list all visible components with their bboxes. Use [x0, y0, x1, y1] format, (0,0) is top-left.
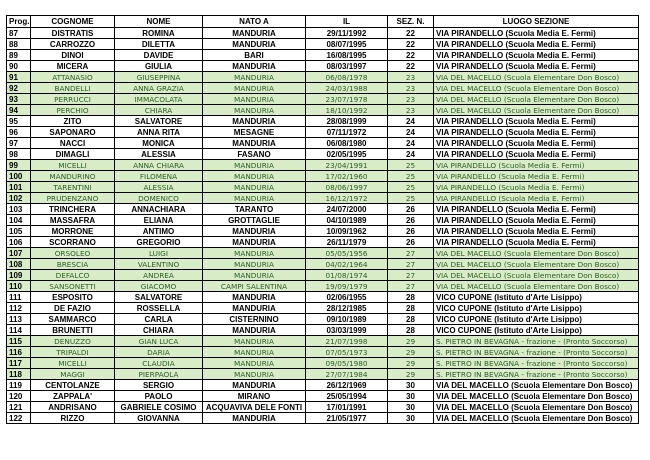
cell-nome: GIAN LUCA	[115, 336, 203, 347]
cell-nome: CARLA	[115, 314, 203, 325]
cell-cognome: DEFALCO	[31, 270, 115, 281]
cell-prog: 96	[7, 127, 31, 138]
cell-nome: VALENTINO	[115, 259, 203, 270]
cell-cognome: MAGGI	[31, 369, 115, 380]
cell-il: 09/10/1989	[306, 314, 388, 325]
cell-il: 08/03/1997	[306, 61, 388, 72]
cell-cognome: SCORRANO	[31, 237, 115, 248]
cell-nato-a: MANDURIA	[203, 380, 306, 391]
cell-cognome: SAPONARO	[31, 127, 115, 138]
cell-prog: 117	[7, 358, 31, 369]
cell-il: 23/04/1991	[306, 160, 388, 171]
cell-nome: ANDREA	[115, 270, 203, 281]
cell-nome: DOMENICO	[115, 193, 203, 204]
cell-il: 02/06/1955	[306, 292, 388, 303]
cell-nato-a: MANDURIA	[203, 39, 306, 50]
cell-luogo-sezione: VIA PIRANDELLO (Scuola Media E. Fermi)	[434, 226, 639, 237]
cell-il: 17/02/1960	[306, 171, 388, 182]
cell-sez: 29	[388, 347, 434, 358]
scrutatori-table	[6, 15, 639, 424]
cell-sez: 24	[388, 138, 434, 149]
cell-prog: 106	[7, 237, 31, 248]
cell-nome: DAVIDE	[115, 50, 203, 61]
cell-luogo-sezione: VICO CUPONE (Istituto d'Arte Lisippo)	[434, 314, 639, 325]
table-row	[7, 94, 639, 105]
cell-luogo-sezione: VIA PIRANDELLO (Scuola Media E. Fermi)	[434, 39, 639, 50]
header-nato-a: NATO A	[203, 16, 306, 28]
cell-nato-a: MANDURIA	[203, 413, 306, 424]
cell-nome: ANNACHIARA	[115, 204, 203, 215]
cell-prog: 101	[7, 182, 31, 193]
cell-luogo-sezione: VICO CUPONE (Istituto d'Arte Lisippo)	[434, 292, 639, 303]
cell-prog: 89	[7, 50, 31, 61]
cell-il: 19/09/1979	[306, 281, 388, 292]
cell-prog: 114	[7, 325, 31, 336]
cell-nome: PIERPAOLA	[115, 369, 203, 380]
cell-il: 04/10/1989	[306, 215, 388, 226]
cell-prog: 102	[7, 193, 31, 204]
cell-sez: 25	[388, 160, 434, 171]
cell-luogo-sezione: VICO CUPONE (Istituto d'Arte Lisippo)	[434, 303, 639, 314]
cell-luogo-sezione: VIA DEL MACELLO (Scuola Elementare Don Bosco)	[434, 391, 639, 402]
cell-nato-a: FASANO	[203, 149, 306, 160]
table-row	[7, 116, 639, 127]
cell-nome: PAOLO	[115, 391, 203, 402]
cell-il: 02/05/1995	[306, 149, 388, 160]
cell-il: 17/01/1991	[306, 402, 388, 413]
cell-cognome: DE FAZIO	[31, 303, 115, 314]
cell-sez: 29	[388, 358, 434, 369]
cell-sez: 22	[388, 61, 434, 72]
cell-sez: 26	[388, 204, 434, 215]
cell-nato-a: MANDURIA	[203, 303, 306, 314]
cell-sez: 27	[388, 270, 434, 281]
cell-cognome: ATTANASIO	[31, 72, 115, 83]
cell-cognome: MANDURINO	[31, 171, 115, 182]
table-row	[7, 50, 639, 61]
cell-prog: 111	[7, 292, 31, 303]
cell-cognome: BRUNETTI	[31, 325, 115, 336]
cell-cognome: TARENTINI	[31, 182, 115, 193]
cell-nato-a: MANDURIA	[203, 226, 306, 237]
cell-cognome: MORRONE	[31, 226, 115, 237]
table-row	[7, 182, 639, 193]
cell-nato-a: MANDURIA	[203, 336, 306, 347]
cell-sez: 28	[388, 292, 434, 303]
table-row	[7, 391, 639, 402]
table-body	[7, 28, 639, 424]
cell-nome: ANTIMO	[115, 226, 203, 237]
cell-nato-a: MANDURIA	[203, 72, 306, 83]
cell-luogo-sezione: VIA PIRANDELLO (Scuola Media E. Fermi)	[434, 116, 639, 127]
cell-prog: 103	[7, 204, 31, 215]
cell-sez: 23	[388, 94, 434, 105]
cell-sez: 24	[388, 127, 434, 138]
cell-luogo-sezione: S. PIETRO IN BEVAGNA - frazione - (Pronto Soccorso)	[434, 347, 639, 358]
cell-nome: IMMACOLATA	[115, 94, 203, 105]
cell-il: 26/11/1979	[306, 237, 388, 248]
cell-nato-a: TARANTO	[203, 204, 306, 215]
cell-luogo-sezione: VIA PIRANDELLO (Scuola Media E. Fermi)	[434, 138, 639, 149]
cell-prog: 97	[7, 138, 31, 149]
cell-il: 07/11/1972	[306, 127, 388, 138]
cell-sez: 29	[388, 336, 434, 347]
cell-prog: 120	[7, 391, 31, 402]
cell-prog: 119	[7, 380, 31, 391]
cell-il: 03/03/1999	[306, 325, 388, 336]
cell-nato-a: MANDURIA	[203, 182, 306, 193]
cell-nato-a: CAMPI SALENTINA	[203, 281, 306, 292]
cell-nato-a: ACQUAVIVA DELE FONTI	[203, 402, 306, 413]
cell-luogo-sezione: S. PIETRO IN BEVAGNA - frazione - (Pronto Soccorso)	[434, 358, 639, 369]
cell-nome: GIUSEPPINA	[115, 72, 203, 83]
cell-nato-a: MANDURIA	[203, 237, 306, 248]
table-row	[7, 336, 639, 347]
table-row	[7, 270, 639, 281]
cell-nato-a: MANDURIA	[203, 325, 306, 336]
table-row	[7, 303, 639, 314]
cell-prog: 95	[7, 116, 31, 127]
cell-cognome: DENUZZO	[31, 336, 115, 347]
table-row	[7, 314, 639, 325]
cell-luogo-sezione: VIA DEL MACELLO (Scuola Elementare Don Bosco)	[434, 248, 639, 259]
cell-cognome: TRINCHERA	[31, 204, 115, 215]
table-row	[7, 193, 639, 204]
header-nome: NOME	[115, 16, 203, 28]
header-prog: Prog.	[7, 16, 31, 28]
cell-nome: GIOVANNA	[115, 413, 203, 424]
cell-sez: 25	[388, 171, 434, 182]
cell-prog: 115	[7, 336, 31, 347]
cell-prog: 98	[7, 149, 31, 160]
cell-luogo-sezione: VIA PIRANDELLO (Scuola Media E. Fermi)	[434, 215, 639, 226]
cell-prog: 88	[7, 39, 31, 50]
cell-cognome: ZAPPALA'	[31, 391, 115, 402]
table-row	[7, 127, 639, 138]
table-row	[7, 325, 639, 336]
table-row	[7, 171, 639, 182]
cell-cognome: SAMMARCO	[31, 314, 115, 325]
table-row	[7, 237, 639, 248]
cell-sez: 30	[388, 402, 434, 413]
cell-il: 24/07/2000	[306, 204, 388, 215]
cell-sez: 22	[388, 39, 434, 50]
cell-il: 06/08/1978	[306, 72, 388, 83]
cell-luogo-sezione: VICO CUPONE (Istituto d'Arte Lisippo)	[434, 325, 639, 336]
header-row	[7, 16, 639, 28]
cell-prog: 122	[7, 413, 31, 424]
cell-il: 06/08/1980	[306, 138, 388, 149]
cell-nome: CHIARA	[115, 105, 203, 116]
cell-nato-a: MIRANO	[203, 391, 306, 402]
cell-luogo-sezione: VIA DEL MACELLO (Scuola Elementare Don Bosco)	[434, 281, 639, 292]
cell-nome: FILOMENA	[115, 171, 203, 182]
cell-prog: 93	[7, 94, 31, 105]
cell-nato-a: MESAGNE	[203, 127, 306, 138]
cell-nome: ROMINA	[115, 28, 203, 39]
cell-nome: MONICA	[115, 138, 203, 149]
cell-nato-a: MANDURIA	[203, 94, 306, 105]
cell-il: 26/12/1969	[306, 380, 388, 391]
cell-luogo-sezione: VIA PIRANDELLO (Scuola Media E. Fermi)	[434, 61, 639, 72]
cell-il: 27/07/1984	[306, 369, 388, 380]
table-row	[7, 380, 639, 391]
cell-il: 09/05/1980	[306, 358, 388, 369]
cell-luogo-sezione: VIA DEL MACELLO (Scuola Elementare Don Bosco)	[434, 83, 639, 94]
cell-sez: 26	[388, 226, 434, 237]
table-row	[7, 149, 639, 160]
cell-cognome: PERRUCCI	[31, 94, 115, 105]
cell-sez: 28	[388, 303, 434, 314]
cell-luogo-sezione: VIA DEL MACELLO (Scuola Elementare Don Bosco)	[434, 105, 639, 116]
table-row	[7, 292, 639, 303]
cell-il: 21/07/1998	[306, 336, 388, 347]
cell-luogo-sezione: VIA PIRANDELLO (Scuola Media E. Fermi)	[434, 171, 639, 182]
table-row	[7, 358, 639, 369]
header-sez: SEZ. N.	[388, 16, 434, 28]
cell-prog: 91	[7, 72, 31, 83]
header-cognome: COGNOME	[31, 16, 115, 28]
cell-luogo-sezione: VIA DEL MACELLO (Scuola Elementare Don Bosco)	[434, 94, 639, 105]
cell-prog: 113	[7, 314, 31, 325]
cell-nato-a: MANDURIA	[203, 358, 306, 369]
cell-il: 04/02/1964	[306, 259, 388, 270]
cell-il: 05/05/1956	[306, 248, 388, 259]
cell-sez: 23	[388, 72, 434, 83]
cell-prog: 109	[7, 270, 31, 281]
cell-il: 21/05/1977	[306, 413, 388, 424]
cell-prog: 94	[7, 105, 31, 116]
cell-nato-a: MANDURIA	[203, 248, 306, 259]
cell-nome: ALESSIA	[115, 149, 203, 160]
cell-nato-a: GROTTAGLIE	[203, 215, 306, 226]
cell-sez: 26	[388, 237, 434, 248]
cell-cognome: CENTOLANZE	[31, 380, 115, 391]
cell-prog: 90	[7, 61, 31, 72]
cell-sez: 27	[388, 248, 434, 259]
table-row	[7, 105, 639, 116]
cell-cognome: ANDRISANO	[31, 402, 115, 413]
cell-luogo-sezione: VIA DEL MACELLO (Scuola Elementare Don Bosco)	[434, 413, 639, 424]
cell-prog: 107	[7, 248, 31, 259]
cell-nome: LUIGI	[115, 248, 203, 259]
cell-cognome: RIZZO	[31, 413, 115, 424]
cell-luogo-sezione: VIA DEL MACELLO (Scuola Elementare Don Bosco)	[434, 270, 639, 281]
cell-nome: ANNA GRAZIA	[115, 83, 203, 94]
cell-prog: 108	[7, 259, 31, 270]
cell-prog: 118	[7, 369, 31, 380]
cell-sez: 23	[388, 105, 434, 116]
table-row	[7, 204, 639, 215]
cell-cognome: BRESCIA	[31, 259, 115, 270]
cell-nato-a: MANDURIA	[203, 116, 306, 127]
cell-cognome: ESPOSITO	[31, 292, 115, 303]
table-row	[7, 259, 639, 270]
cell-nome: DILETTA	[115, 39, 203, 50]
table-row	[7, 28, 639, 39]
cell-nato-a: MANDURIA	[203, 292, 306, 303]
cell-sez: 30	[388, 380, 434, 391]
cell-nato-a: MANDURIA	[203, 259, 306, 270]
cell-sez: 28	[388, 325, 434, 336]
cell-cognome: MICELLI	[31, 160, 115, 171]
cell-luogo-sezione: VIA DEL MACELLO (Scuola Elementare Don Bosco)	[434, 259, 639, 270]
cell-il: 10/09/1962	[306, 226, 388, 237]
cell-sez: 24	[388, 116, 434, 127]
table-row	[7, 369, 639, 380]
cell-prog: 112	[7, 303, 31, 314]
cell-il: 23/07/1978	[306, 94, 388, 105]
cell-nome: ANNA RITA	[115, 127, 203, 138]
cell-luogo-sezione: VIA PIRANDELLO (Scuola Media E. Fermi)	[434, 149, 639, 160]
table-row	[7, 83, 639, 94]
cell-sez: 23	[388, 83, 434, 94]
cell-nato-a: MANDURIA	[203, 171, 306, 182]
cell-il: 28/08/1999	[306, 116, 388, 127]
cell-nato-a: MANDURIA	[203, 347, 306, 358]
cell-sez: 22	[388, 50, 434, 61]
cell-nome: GIACOMO	[115, 281, 203, 292]
cell-sez: 28	[388, 314, 434, 325]
cell-nato-a: MANDURIA	[203, 369, 306, 380]
cell-luogo-sezione: VIA PIRANDELLO (Scuola Media E. Fermi)	[434, 182, 639, 193]
cell-sez: 22	[388, 28, 434, 39]
cell-prog: 105	[7, 226, 31, 237]
cell-cognome: PERCHIO	[31, 105, 115, 116]
cell-luogo-sezione: VIA DEL MACELLO (Scuola Elementare Don Bosco)	[434, 402, 639, 413]
cell-cognome: MICELLI	[31, 358, 115, 369]
cell-luogo-sezione: S. PIETRO IN BEVAGNA - frazione - (Pronto Soccorso)	[434, 369, 639, 380]
cell-cognome: ZITO	[31, 116, 115, 127]
cell-luogo-sezione: VIA PIRANDELLO (Scuola Media E. Fermi)	[434, 193, 639, 204]
cell-nato-a: MANDURIA	[203, 83, 306, 94]
cell-luogo-sezione: VIA PIRANDELLO (Scuola Media E. Fermi)	[434, 50, 639, 61]
cell-luogo-sezione: VIA DEL MACELLO (Scuola Elementare Don Bosco)	[434, 72, 639, 83]
cell-cognome: ORSOLEO	[31, 248, 115, 259]
cell-prog: 99	[7, 160, 31, 171]
cell-nome: SALVATORE	[115, 292, 203, 303]
cell-cognome: BANDELLI	[31, 83, 115, 94]
cell-nome: DARIA	[115, 347, 203, 358]
cell-sez: 30	[388, 413, 434, 424]
cell-prog: 110	[7, 281, 31, 292]
table-row	[7, 138, 639, 149]
cell-il: 16/12/1972	[306, 193, 388, 204]
table-row	[7, 215, 639, 226]
cell-nato-a: MANDURIA	[203, 160, 306, 171]
table-row	[7, 347, 639, 358]
cell-nome: GIULIA	[115, 61, 203, 72]
table-row	[7, 281, 639, 292]
cell-il: 08/07/1995	[306, 39, 388, 50]
cell-cognome: CARROZZO	[31, 39, 115, 50]
cell-nato-a: CISTERNINO	[203, 314, 306, 325]
cell-sez: 30	[388, 391, 434, 402]
cell-il: 24/03/1988	[306, 83, 388, 94]
cell-il: 07/05/1973	[306, 347, 388, 358]
cell-luogo-sezione: VIA PIRANDELLO (Scuola Media E. Fermi)	[434, 127, 639, 138]
cell-il: 29/11/1992	[306, 28, 388, 39]
cell-sez: 27	[388, 259, 434, 270]
cell-luogo-sezione: VIA PIRANDELLO (Scuola Media E. Fermi)	[434, 204, 639, 215]
cell-sez: 27	[388, 281, 434, 292]
cell-il: 16/08/1995	[306, 50, 388, 61]
table-row	[7, 61, 639, 72]
cell-nome: CLAUDIA	[115, 358, 203, 369]
cell-nome: GREGORIO	[115, 237, 203, 248]
cell-nome: ALESSIA	[115, 182, 203, 193]
table-row	[7, 402, 639, 413]
cell-luogo-sezione: VIA PIRANDELLO (Scuola Media E. Fermi)	[434, 160, 639, 171]
cell-prog: 121	[7, 402, 31, 413]
cell-cognome: DIMAGLI	[31, 149, 115, 160]
cell-cognome: MICERA	[31, 61, 115, 72]
cell-cognome: MASSAFRA	[31, 215, 115, 226]
table-row	[7, 226, 639, 237]
cell-luogo-sezione: VIA PIRANDELLO (Scuola Media E. Fermi)	[434, 237, 639, 248]
cell-sez: 26	[388, 215, 434, 226]
cell-luogo-sezione: S. PIETRO IN BEVAGNA - frazione - (Pronto Soccorso)	[434, 336, 639, 347]
table-row	[7, 248, 639, 259]
cell-cognome: SANSONETTI	[31, 281, 115, 292]
cell-nato-a: MANDURIA	[203, 105, 306, 116]
cell-prog: 100	[7, 171, 31, 182]
cell-nato-a: MANDURIA	[203, 28, 306, 39]
cell-nome: ROSSELLA	[115, 303, 203, 314]
header-luogo-sezione: LUOGO SEZIONE	[434, 16, 639, 28]
cell-nome: ANNA CHIARA	[115, 160, 203, 171]
cell-sez: 24	[388, 149, 434, 160]
cell-nome: ELIANA	[115, 215, 203, 226]
cell-prog: 87	[7, 28, 31, 39]
cell-luogo-sezione: VIA DEL MACELLO (Scuola Elementare Don Bosco)	[434, 380, 639, 391]
cell-cognome: DISTRATIS	[31, 28, 115, 39]
cell-nome: SERGIO	[115, 380, 203, 391]
cell-cognome: TRIPALDI	[31, 347, 115, 358]
cell-nato-a: MANDURIA	[203, 138, 306, 149]
cell-nato-a: BARI	[203, 50, 306, 61]
cell-il: 28/12/1985	[306, 303, 388, 314]
cell-cognome: DINOI	[31, 50, 115, 61]
cell-sez: 25	[388, 182, 434, 193]
cell-nato-a: MANDURIA	[203, 270, 306, 281]
cell-luogo-sezione: VIA PIRANDELLO (Scuola Media E. Fermi)	[434, 28, 639, 39]
cell-cognome: PRUDENZANO	[31, 193, 115, 204]
cell-sez: 29	[388, 369, 434, 380]
cell-nome: CHIARA	[115, 325, 203, 336]
cell-il: 18/10/1992	[306, 105, 388, 116]
cell-il: 08/06/1997	[306, 182, 388, 193]
header-il: IL	[306, 16, 388, 28]
cell-il: 01/08/1974	[306, 270, 388, 281]
cell-nato-a: MANDURIA	[203, 193, 306, 204]
cell-nato-a: MANDURIA	[203, 61, 306, 72]
cell-nome: GABRIELE COSIMO	[115, 402, 203, 413]
table-row	[7, 39, 639, 50]
cell-prog: 92	[7, 83, 31, 94]
table-row	[7, 160, 639, 171]
table-row	[7, 72, 639, 83]
table-row	[7, 413, 639, 424]
cell-nome: SALVATORE	[115, 116, 203, 127]
cell-sez: 25	[388, 193, 434, 204]
cell-prog: 116	[7, 347, 31, 358]
cell-cognome: NACCI	[31, 138, 115, 149]
cell-il: 25/05/1994	[306, 391, 388, 402]
cell-prog: 104	[7, 215, 31, 226]
